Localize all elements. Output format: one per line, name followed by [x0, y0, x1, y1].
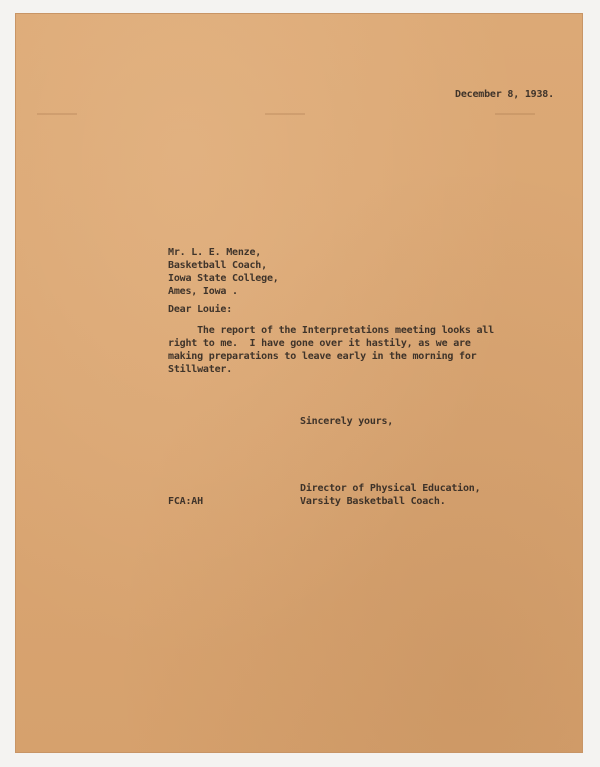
recipient-line: Mr. L. E. Menze,	[168, 247, 262, 258]
body-line: making preparations to leave early in the morning for	[168, 351, 477, 362]
recipient-line: Iowa State College,	[168, 273, 279, 284]
signature-block	[300, 482, 480, 508]
reference-initials: FCA:AH	[168, 496, 203, 507]
closing: Sincerely yours,	[300, 416, 394, 427]
body-line: The report of the Interpretations meeting looks all	[168, 325, 494, 336]
faint-mark	[37, 113, 77, 115]
faint-mark	[495, 113, 535, 115]
recipient-line: Ames, Iowa .	[168, 286, 238, 297]
signature-line: Director of Physical Education,	[300, 483, 481, 494]
body-line: Stillwater.	[168, 364, 233, 375]
recipient-line: Basketball Coach,	[168, 260, 267, 271]
salutation: Dear Louie:	[168, 304, 233, 315]
letter-page	[15, 13, 583, 753]
body-line: right to me. I have gone over it hastily, as we are	[168, 338, 471, 349]
faint-mark	[265, 113, 305, 115]
signature-line: Varsity Basketball Coach.	[300, 496, 446, 507]
recipient-address	[168, 246, 279, 298]
letter-body	[168, 324, 494, 376]
letter-date: December 8, 1938.	[455, 89, 554, 100]
